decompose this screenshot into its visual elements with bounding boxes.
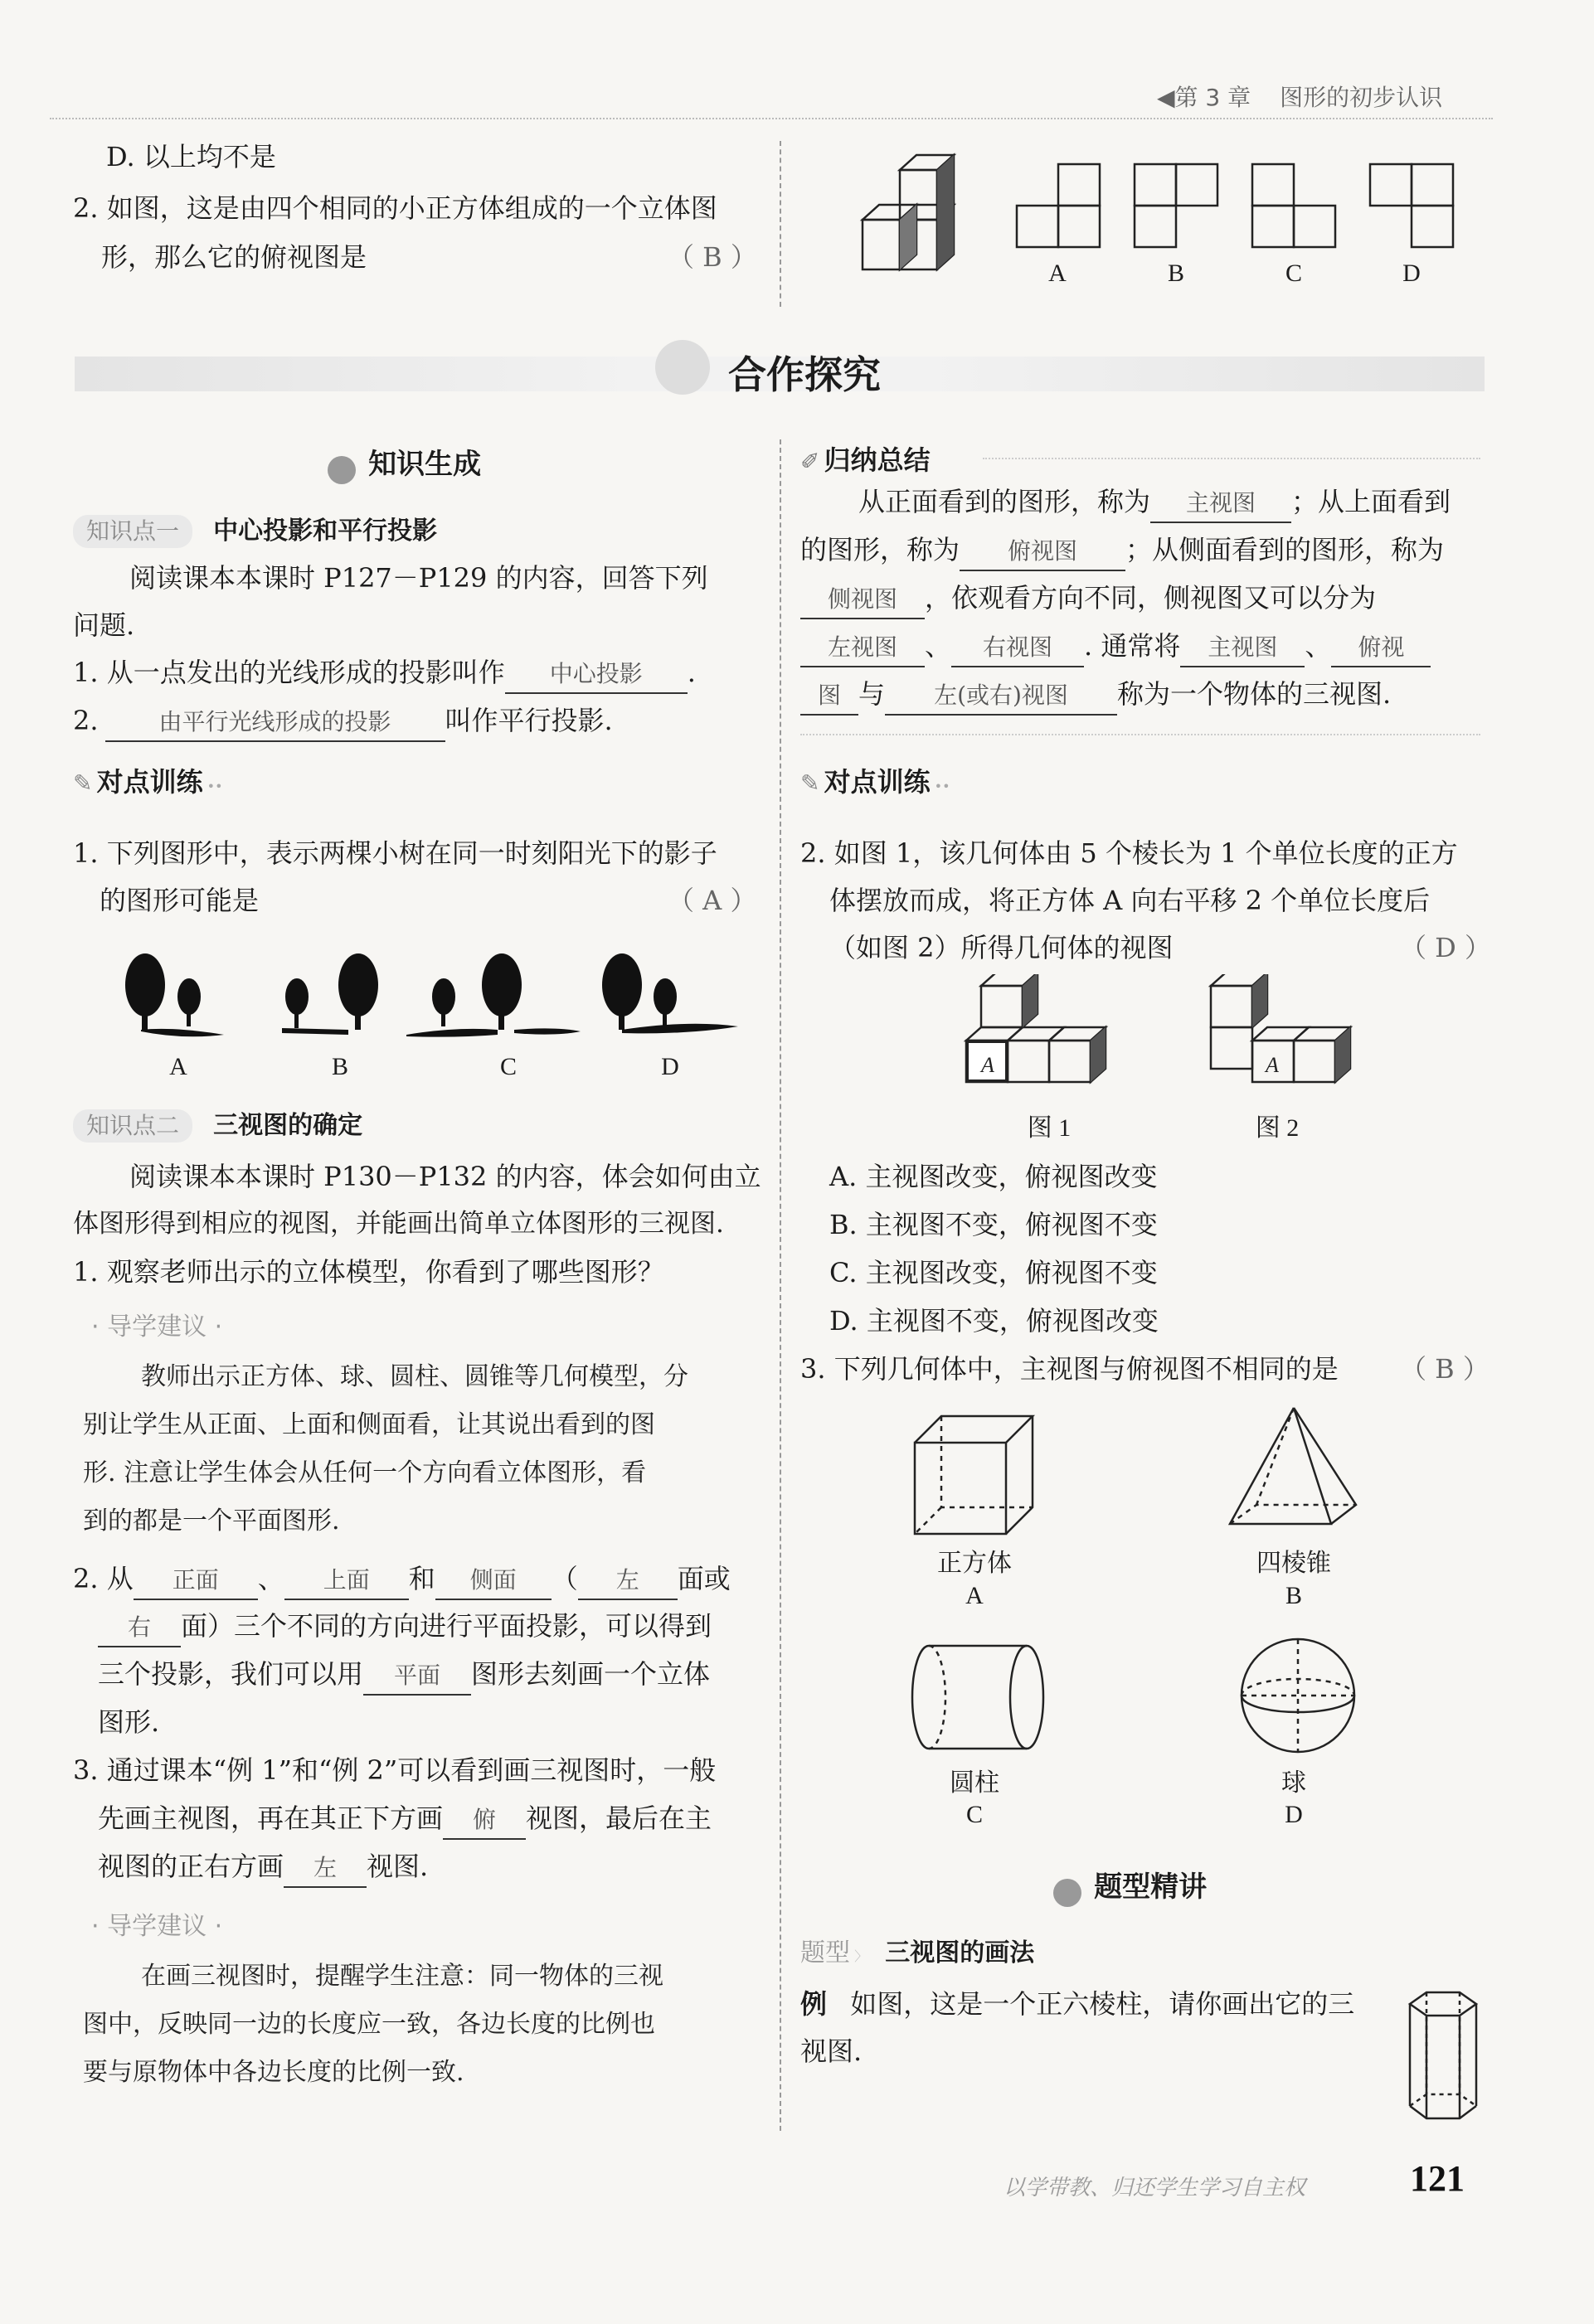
summary-top-rule: [983, 458, 1480, 459]
kp1-tag: 知识点一: [73, 515, 192, 548]
rq3-question: 3. 下列几何体中，主视图与俯视图不相同的是: [800, 1353, 1339, 1385]
type-heading: 题型 〉 三视图的画法: [800, 1938, 1035, 1967]
step2-line3: 三个投影，我们可以用 平面 图形去刻画一个立体: [98, 1650, 710, 1698]
blank-left-or-right: 左(或右)视图: [885, 677, 1117, 716]
guide1-line3: 形. 注意让学生体会从任何一个方向看立体图形，看: [83, 1458, 647, 1487]
chapter-header: [1157, 80, 1442, 113]
kp1-title: 中心投影和平行投影: [213, 517, 438, 546]
solid-pyramid-letter: B: [1285, 1582, 1302, 1609]
blank-left-view-sum: 左视图: [800, 629, 925, 667]
four-cube-solid: [854, 145, 995, 278]
option-a-label: A: [1048, 260, 1067, 287]
option-b-shape: [1135, 164, 1176, 206]
train1-line2: 的图形可能是: [100, 885, 260, 916]
blank-main-view-2: 主视图: [1180, 629, 1305, 667]
type-section-icon: [1053, 1879, 1081, 1907]
solid-cube-letter: A: [965, 1582, 984, 1609]
blank-side: 侧面: [435, 1562, 552, 1600]
solid-pyramid: [1223, 1401, 1364, 1542]
rq2-option-c: C. 主视图改变，俯视图不变: [829, 1257, 1158, 1288]
figure2-cubes: [1203, 974, 1368, 1099]
book-icon: [328, 456, 356, 484]
example-line1: 例 如图，这是一个正六棱柱，请你画出它的三: [800, 1988, 1355, 2020]
option-c-label: C: [1285, 260, 1302, 287]
blank-left-view: 左: [284, 1850, 367, 1888]
footer-slogan: 以学带教、归还学生学习自主权: [1004, 2176, 1306, 2200]
section-knowledge-title: 知识生成: [368, 448, 482, 481]
rq2-option-b: B. 主视图不变，俯视图不变: [829, 1209, 1158, 1240]
rq2-option-a: A. 主视图改变，俯视图改变: [829, 1161, 1158, 1192]
step2-line2: 右 面）三个不同的方向进行平面投影，可以得到: [98, 1602, 712, 1650]
rq2-option-d: D. 主视图不变，俯视图改变: [829, 1305, 1159, 1337]
kp1-q1: 1. 从一点发出的光线形成的投影叫作 中心投影 .: [73, 648, 696, 696]
header-rule: [50, 118, 1493, 119]
top-divider: [780, 141, 781, 307]
type-tag: 题型: [800, 1938, 850, 1967]
solid-sphere-letter: D: [1285, 1801, 1303, 1828]
tree-shadow-figures: [108, 929, 755, 1045]
option-a-shape: [1017, 206, 1058, 247]
read1-line2: 问题.: [73, 609, 135, 641]
rq2-line2: 体摆放而成，将正方体 A 向右平移 2 个单位长度后: [829, 885, 1431, 916]
blank-top-view-2b: 图: [800, 677, 858, 716]
hexagonal-prism: [1397, 1986, 1489, 2127]
rq2-answer: （ D ）: [1400, 932, 1492, 963]
solid-cylinder-name: 圆柱: [950, 1769, 999, 1797]
page-number: 121: [1410, 2158, 1465, 2199]
train-heading-left: ✎ 对点训练 ••: [73, 766, 223, 798]
pencil-icon: ✎: [73, 769, 93, 797]
example-line2: 视图.: [800, 2035, 863, 2067]
step2-line4: 图形.: [98, 1706, 160, 1738]
guide-label-1: · 导学建议 ·: [91, 1312, 223, 1342]
read1-line1: 阅读课本本课时 P127－P129 的内容，回答下列: [129, 562, 708, 594]
top-q2-line2: 形，那么它的俯视图是: [101, 241, 367, 273]
observe-question: 1. 观察老师出示的立体模型，你看到了哪些图形？: [73, 1256, 664, 1288]
blank-right: 右: [98, 1609, 181, 1647]
rq2-line1: 2. 如图 1，该几何体由 5 个棱长为 1 个单位长度的正方: [800, 837, 1458, 869]
tree-label-b: B: [331, 1053, 348, 1080]
kp1-q2: 2. 由平行光线形成的投影 叫作平行投影.: [73, 696, 613, 745]
top-view-options: [1012, 158, 1476, 257]
solid-sphere: [1236, 1633, 1360, 1758]
rq2-line3: （如图 2）所得几何体的视图: [829, 932, 1174, 963]
step3-line2: 先画主视图，再在其正下方画 俯 视图，最后在主: [98, 1794, 712, 1842]
fig2-caption: 图 2: [1255, 1114, 1300, 1142]
blank-top: 上面: [284, 1562, 409, 1600]
blank-left: 左: [578, 1562, 678, 1600]
kp2-title: 三视图的确定: [213, 1111, 363, 1140]
solid-cylinder: [904, 1637, 1053, 1762]
pencil-icon-right: ✎: [800, 769, 820, 797]
figure1-cubes: [958, 974, 1140, 1099]
kp2-tag: 知识点二: [73, 1109, 192, 1143]
option-b-label: B: [1167, 260, 1184, 287]
summary-bottom-rule: [800, 734, 1480, 735]
step3-line1: 3. 通过课本“例 1”和“例 2”可以看到画三视图时，一般: [73, 1754, 717, 1786]
guide-label-2: · 导学建议 ·: [91, 1912, 223, 1941]
solid-cube-name: 正方体: [937, 1550, 1012, 1577]
blank-right-view: 右视图: [951, 629, 1084, 667]
blank-top-view-sum: 俯视图: [960, 533, 1125, 571]
kp1-heading: [73, 510, 437, 548]
summary-heading: ✐ 归纳总结: [800, 444, 931, 476]
option-d-shape: [1370, 164, 1412, 206]
pen-icon: ✐: [800, 448, 820, 475]
banner-icon: [655, 340, 710, 395]
top-q2-line1: 2. 如图，这是由四个相同的小正方体组成的一个立体图: [73, 192, 717, 224]
type-title: 三视图的画法: [885, 1938, 1035, 1967]
tree-label-c: C: [499, 1053, 517, 1080]
solid-cylinder-letter: C: [965, 1801, 983, 1828]
guide1-line2: 别让学生从正面、上面和侧面看，让其说出看到的图: [83, 1410, 655, 1439]
kp2-heading: [73, 1104, 362, 1143]
top-q2-answer: （ B ）: [668, 241, 757, 273]
blank-top-view: 俯: [443, 1802, 526, 1840]
train1-line1: 1. 下列图形中，表示两棵小树在同一时刻阳光下的影子: [73, 837, 717, 869]
summary-line2: 的图形，称为 俯视图 ；从侧面看到的图形，称为: [800, 526, 1444, 574]
train-heading-right: ✎ 对点训练 ••: [800, 766, 950, 798]
blank-top-view-2a: 俯视: [1331, 629, 1431, 667]
rq3-answer: （ B ）: [1400, 1353, 1490, 1385]
step2-line1: 2. 从 正面 、 上面 和 侧面 （ 左 面或: [73, 1555, 731, 1603]
guide2-line3: 要与原物体中各边长度的比例一致.: [83, 2058, 464, 2087]
top-option-d: D. 以上均不是: [106, 141, 276, 172]
step3-line3: 视图的正右方画 左 视图.: [98, 1842, 428, 1890]
solid-cube: [908, 1409, 1041, 1542]
train1-answer: （ A ）: [668, 885, 757, 916]
solid-sphere-name: 球: [1281, 1769, 1306, 1797]
option-c-shape: [1252, 164, 1294, 206]
tree-label-a: A: [169, 1053, 187, 1080]
blank-side-view: 侧视图: [800, 581, 925, 619]
option-d-label: D: [1402, 260, 1421, 287]
fig1-cube-a: A: [981, 1053, 994, 1077]
guide2-line2: 图中，反映同一边的长度应一致，各边长度的比例也: [83, 2010, 655, 2039]
summary-line3: 侧视图 ，依观看方向不同，侧视图又可以分为: [800, 574, 1376, 622]
blank-plane: 平面: [363, 1657, 471, 1696]
fig2-cube-a: A: [1266, 1053, 1279, 1077]
summary-line1: 从正面看到的图形，称为 主视图 ；从上面看到: [858, 478, 1451, 526]
guide2-line1: 在画三视图时，提醒学生注意：同一物体的三视: [141, 1962, 663, 1991]
guide1-line4: 到的都是一个平面图形.: [83, 1506, 340, 1536]
example-label: 例: [800, 1988, 828, 2020]
read2-line1: 阅读课本本课时 P130－P132 的内容，体会如何由立: [129, 1161, 761, 1192]
fig1-caption: 图 1: [1027, 1114, 1072, 1142]
guide1-line1: 教师出示正方体、球、圆柱、圆锥等几何模型，分: [141, 1362, 688, 1391]
q1-blank: 中心投影: [505, 656, 688, 694]
solid-pyramid-name: 四棱锥: [1256, 1550, 1331, 1577]
blank-main-view: 主视图: [1150, 485, 1291, 523]
section-knowledge: [328, 441, 481, 484]
read2-line2: 体图形得到相应的视图，并能画出简单立体图形的三视图.: [73, 1209, 724, 1239]
q2-blank: 由平行光线形成的投影: [105, 704, 445, 742]
type-section-heading: 题型精讲: [1053, 1864, 1207, 1907]
blank-front: 正面: [134, 1562, 258, 1600]
chapter-number: ◀第 3 章: [1157, 84, 1251, 111]
tree-label-d: D: [661, 1053, 679, 1080]
chapter-title: 图形的初步认识: [1280, 84, 1443, 111]
summary-line4: 左视图 、 右视图 . 通常将 主视图 、 俯视: [800, 622, 1431, 670]
main-divider: [780, 439, 781, 2131]
summary-line5: 图 与 左(或右)视图 称为一个物体的三视图.: [800, 670, 1391, 718]
banner-title: 合作探究: [728, 352, 881, 397]
